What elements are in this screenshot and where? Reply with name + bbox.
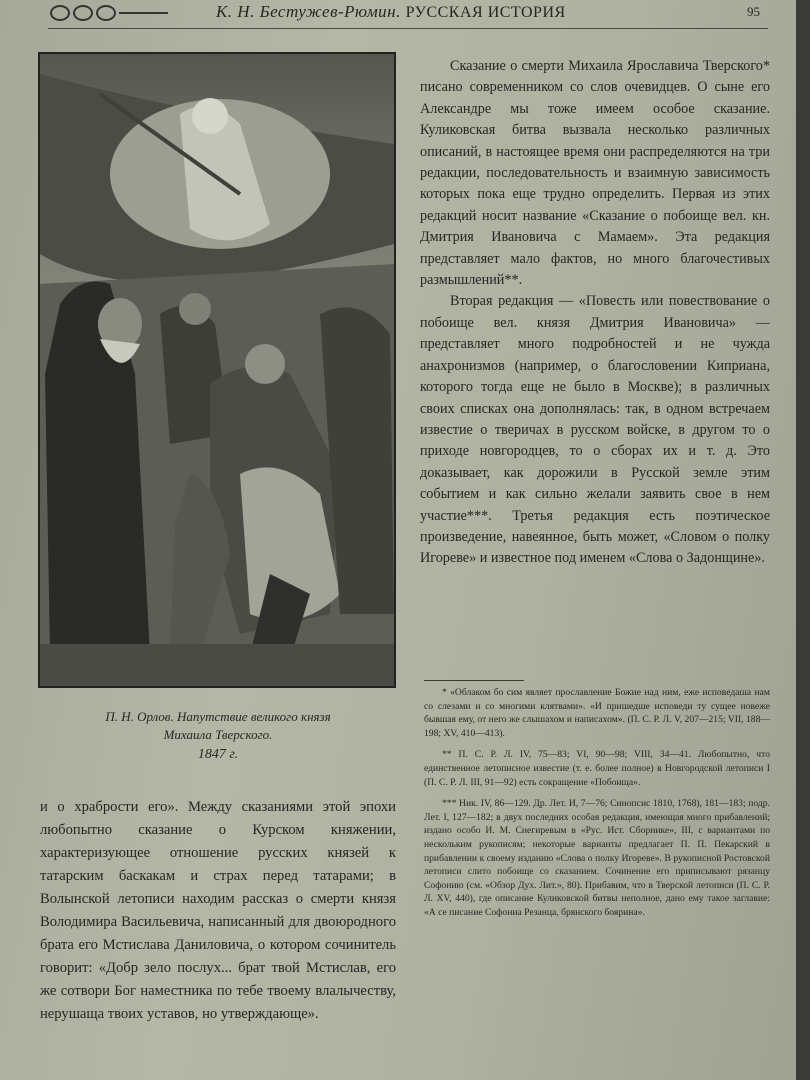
running-title	[216, 2, 566, 22]
book-title: РУССКАЯ ИСТОРИЯ	[405, 4, 566, 21]
caption-line-2: Михаила Тверского.	[163, 727, 273, 742]
footnotes	[424, 686, 770, 928]
engraving-illustration	[38, 52, 396, 688]
paragraph-2: Вторая редакция — «Повесть или повествование о побоище вел. князя Дмитрия Ивановича» — представляет много подробностей и не чужда анахронизмов (например, о благословении Киприана, которого тогда еще не было в Москве); в различных своих списках она дополнялась: так, в одном встречаем известие о тверичах в русском войске, в другом то о приходе новгородцев, то о сборах их и т. д. Это доказывает, как дорожили в Русской земле этим событием и как сильно желали заявить свое в нем участие***. Третья редакция есть поэтическое произведение, навеянное, быть может, «Словом о полку Игореве» и известное под именем «Слова о Задонщине».	[420, 293, 770, 567]
footnote-divider	[424, 680, 524, 681]
footnote-3: *** Ник. IV, 86—129. Др. Лет. И, 7—76; Синопсис 1810, 1768), 181—183; подр. Лет. I, 127—182; в двух последних особая редакция, имеющая много прибавлений; издано особо И. М. Снегиревым в «Рус. Ист. Сборнике», III, с вариантами по нескольким рукописям; некоторые варианты предлагает П. П. Пекарский в прибавлении к своему изданию «Слова о полку Игореве». В рукописной Ростовской летописи слито побоище со сказанием. Сочинение его приписывают рязанцу Софонию (см. «Обзор Дух. Лит.», 80). Прибавим, что в Тверской летописи (П. С. Р. Л. XV, 440), где описание Куликовской битвы неполное, дано ему такое заглавие: «А се писание Софониа Резанца, брянского боярина».	[424, 798, 770, 918]
illustration-caption	[40, 708, 396, 764]
caption-line-1: П. Н. Орлов. Напутствие великого князя	[105, 709, 331, 724]
right-column-text	[420, 56, 770, 570]
author-name: К. Н. Бестужев-Рюмин.	[216, 2, 401, 21]
footnote-1: * «Облаком бо сим являет прославление Божие над ним, еже исповедаша нам со слезами и со многими клятвами». «И пришедше исповеди ту сущее новеже бывшая ему, от него же слышахом и написахом». (П. С. Р. Л. V, 207—215; VII, 188—198; XV, 410—413).	[424, 687, 770, 739]
left-paragraph: и о храбрости его». Между сказаниями этой эпохи любопытно сказание о Курском княжении, характеризующее отношение русских князей к татарским баскакам и страх перед татарами; в Волынской летописи находим рассказ о смерти князя Володимира Васильевича, написанный для двоюродного брата его Мстислава Даниловича, о котором сочинитель говорит: «Добр зело послух... брат твой Мстислав, его же сотвори Бог наместника по тебе твоему влалычеству, нерушаща твоих уставов, но утверждающе».	[40, 799, 396, 1022]
caption-year: 1847 г.	[197, 747, 239, 762]
left-column-text	[40, 796, 396, 1026]
page-number: 95	[747, 4, 760, 19]
engraving-image	[40, 54, 394, 686]
footnote-2: ** П. С. Р. Л. IV, 75—83; VI, 90—98; VIII, 34—41. Любопытно, что единственное летописное известие (т. е. более полное) в Новгородской летописи I (П. С. Р. Л. III, 91—92) есть сокращение «Побоища».	[424, 749, 770, 788]
header-ornament-icon	[50, 6, 168, 20]
running-header	[48, 0, 768, 29]
paragraph-1: Сказание о смерти Михаила Ярославича Тверского* писано современником со слов очевидцев. О сыне его Александре мы тоже имеем особое сказание. Куликовская битва вызвала несколько различных описаний, в настоящее время они распределяются на три редакции, последовательность и взаимную зависимость которых пока еще трудно определить. Первая из этих редакций носит название «Сказание о побоище вел. кн. Дмитрия Ивановича с Мамаем». Эта редакция представляет мало фактов, но много благочестивых размышлений**.	[420, 58, 770, 289]
